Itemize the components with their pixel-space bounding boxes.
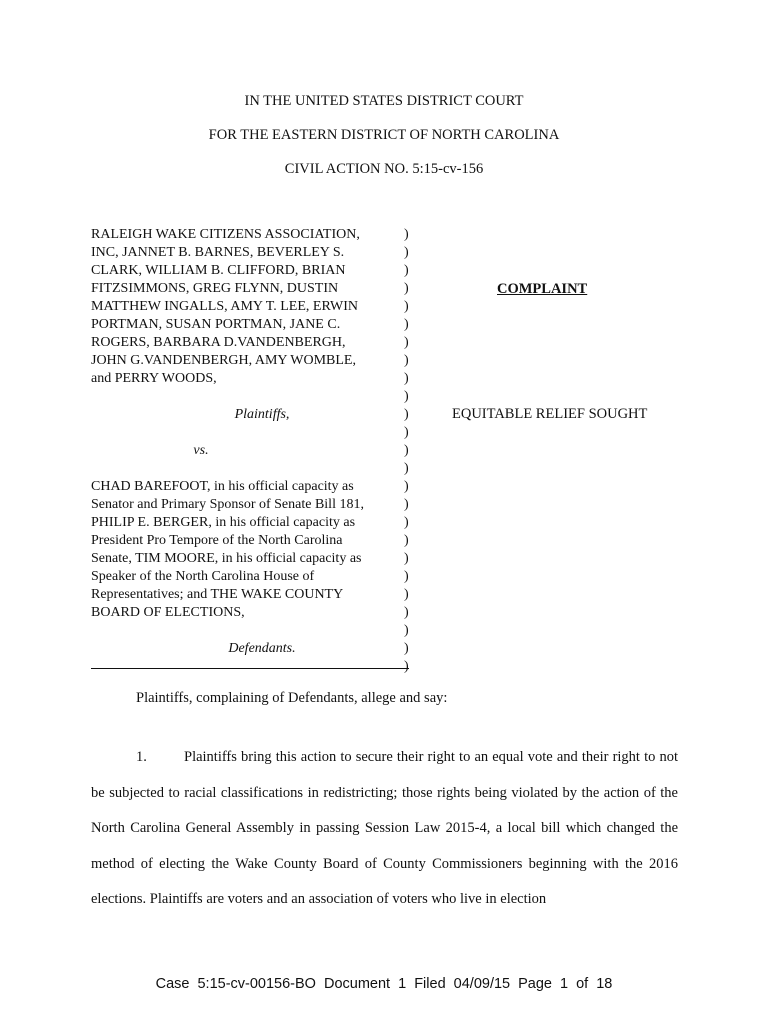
caption-paren: ) bbox=[404, 245, 409, 260]
caption-parenthesis-column bbox=[404, 226, 409, 676]
caption-paren: ) bbox=[404, 299, 409, 314]
paragraph-number: 1. bbox=[136, 749, 147, 765]
caption-paren: ) bbox=[404, 497, 409, 512]
caption-paren: ) bbox=[404, 587, 409, 602]
caption-parties bbox=[91, 226, 401, 658]
caption-paren: ) bbox=[404, 425, 409, 440]
caption-paren: ) bbox=[404, 281, 409, 296]
plaintiffs-list: RALEIGH WAKE CITIZENS ASSOCIATION, INC, JANNET B. BARNES, BEVERLEY S. CLARK, WILLIAM B. CLIFFORD, BRIAN FITZSIMMONS, GREG FLYNN, DUSTIN MATTHEW INGALLS, AMY T. LEE, ERWIN PORTMAN, SUSAN PORTMAN, JANE C. ROGERS, BARBARA D.VANDENBERGH, JOHN G.VANDENBERGH, AMY WOMBLE, and PERRY WOODS, bbox=[91, 227, 360, 386]
relief-sought: EQUITABLE RELIEF SOUGHT bbox=[452, 406, 648, 422]
caption-paren: ) bbox=[404, 569, 409, 584]
caption-paren: ) bbox=[404, 227, 409, 242]
caption-paren: ) bbox=[404, 407, 409, 422]
court-district: FOR THE EASTERN DISTRICT OF NORTH CAROLINA bbox=[208, 127, 560, 143]
caption-paren: ) bbox=[404, 479, 409, 494]
defendants-label: Defendants. bbox=[228, 641, 296, 656]
case-caption bbox=[91, 226, 671, 674]
defendants-list: CHAD BAREFOOT, in his official capacity as Senator and Primary Sponsor of Senate Bill 181, PHILIP E. BERGER, in his official capacity as President Pro Tempore of the North Carolina Senate, TIM MOORE, in his official capacity as Speaker of the North Carolina House of Representatives; and THE WAKE COUNTY BOARD OF ELECTIONS, bbox=[91, 479, 364, 620]
court-name: IN THE UNITED STATES DISTRICT COURT bbox=[244, 93, 524, 109]
versus-label: vs. bbox=[193, 443, 209, 458]
civil-action-number: CIVIL ACTION NO. 5:15-cv-156 bbox=[284, 161, 484, 177]
complaint-title: COMPLAINT bbox=[497, 281, 588, 297]
caption-paren: ) bbox=[404, 605, 409, 620]
caption-paren: ) bbox=[404, 551, 409, 566]
caption-paren: ) bbox=[404, 533, 409, 548]
plaintiffs-label: Plaintiffs, bbox=[234, 407, 290, 422]
caption-paren: ) bbox=[404, 263, 409, 278]
paragraph-text: Plaintiffs bring this action to secure their right to an equal vote and their right to not be subjected to racial classifications in redistricting; those rights being violated by the action of the North Carolina General Assembly in passing Session Law 2015-4, a local bill which changed the method of electing the Wake County Board of County Commissioners beginning with the 2016 elections. Plaintiffs are voters and an association of voters who live in election bbox=[91, 749, 678, 907]
paragraph-1 bbox=[91, 740, 678, 918]
caption-paren: ) bbox=[404, 353, 409, 368]
caption-paren: ) bbox=[404, 623, 409, 638]
caption-paren: ) bbox=[404, 443, 409, 458]
caption-paren: ) bbox=[404, 461, 409, 476]
caption-rule bbox=[91, 668, 409, 669]
caption-paren: ) bbox=[404, 371, 409, 386]
caption-paren: ) bbox=[404, 335, 409, 350]
caption-paren: ) bbox=[404, 317, 409, 332]
intro-sentence: Plaintiffs, complaining of Defendants, allege and say: bbox=[136, 690, 448, 706]
caption-paren: ) bbox=[404, 389, 409, 404]
caption-paren: ) bbox=[404, 515, 409, 530]
case-footer: Case 5:15-cv-00156-BO Document 1 Filed 04/09/15 Page 1 of 18 bbox=[155, 976, 613, 992]
caption-paren: ) bbox=[404, 659, 409, 674]
caption-paren: ) bbox=[404, 641, 409, 656]
